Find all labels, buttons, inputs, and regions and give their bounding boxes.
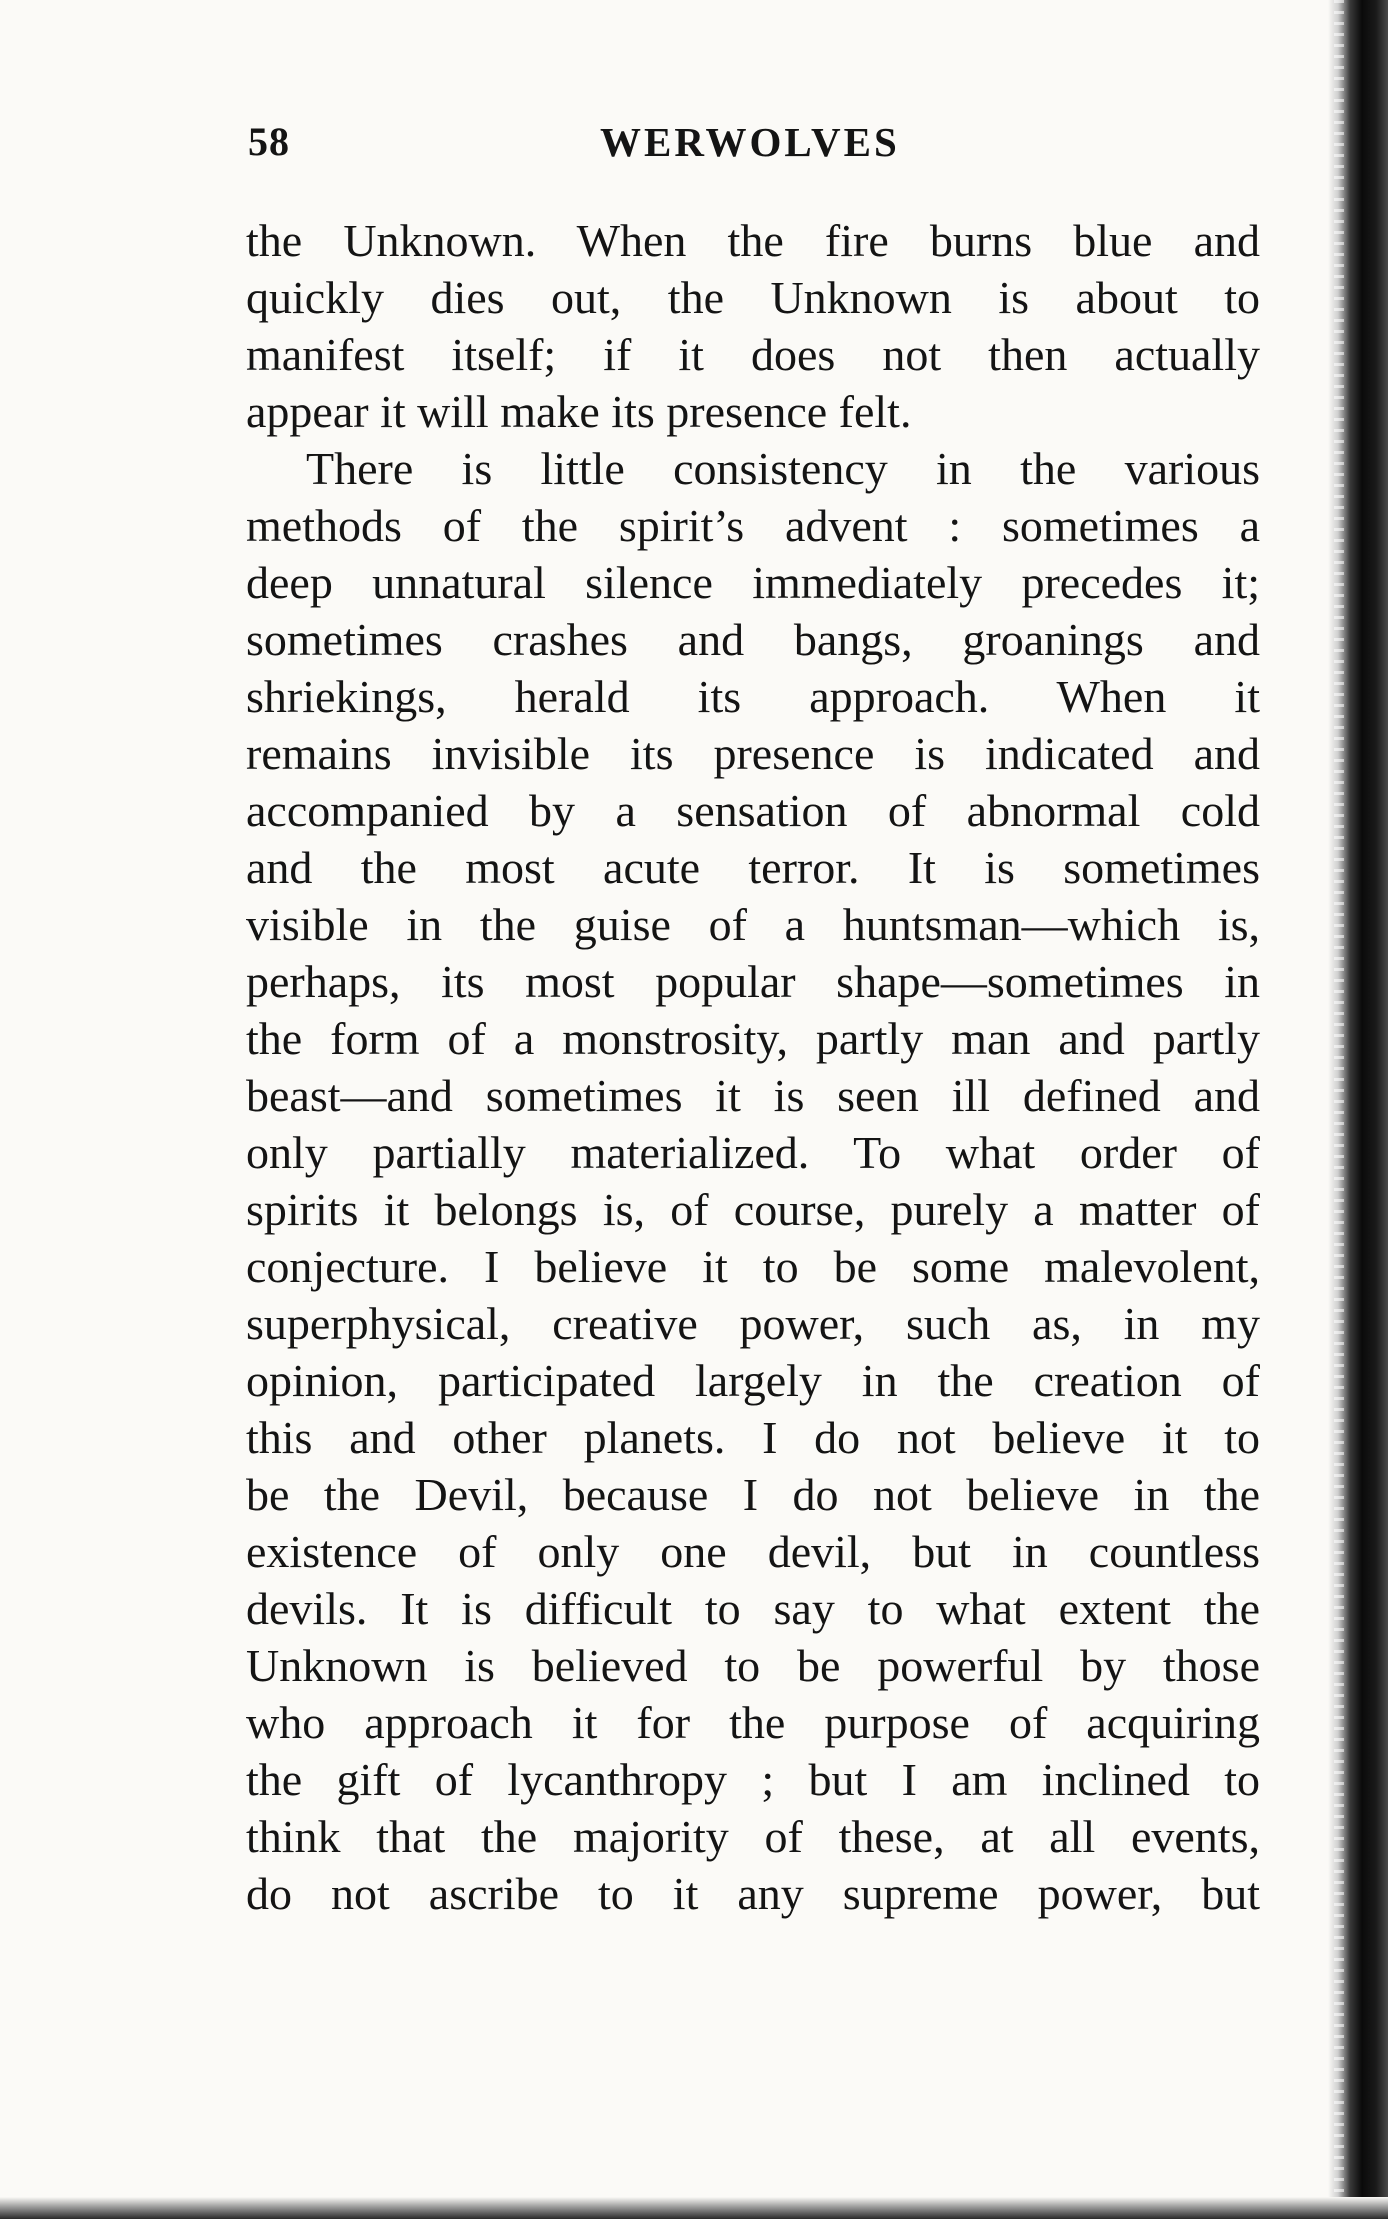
text-line: accompanied by a sensation of abnormal cold — [246, 785, 1260, 836]
paragraph-start-line: There is little consistency in the various — [306, 443, 1260, 494]
text-line: opinion, participated largely in the creation of — [246, 1355, 1260, 1406]
text-line: the Unknown. When the fire burns blue and — [246, 215, 1260, 266]
text-line: existence of only one devil, but in countless — [246, 1526, 1260, 1577]
text-line: the gift of lycanthropy ; but I am inclined to — [246, 1754, 1260, 1805]
scanned-edge-texture — [1334, 0, 1344, 2219]
text-line: appear it will make its presence felt. — [246, 386, 912, 437]
text-line: the form of a monstrosity, partly man and partly — [246, 1013, 1260, 1064]
text-line: spirits it belongs is, of course, purely a matter of — [246, 1184, 1260, 1235]
text-line: methods of the spirit’s advent : sometimes a — [246, 500, 1260, 551]
text-line: shriekings, herald its approach. When it — [246, 671, 1260, 722]
body-text — [246, 212, 1260, 1922]
scanned-bottom-edge — [0, 2197, 1388, 2219]
running-title: WERWOLVES — [600, 119, 900, 165]
text-line: beast—and sometimes it is seen ill defined and — [246, 1070, 1260, 1121]
text-line: perhaps, its most popular shape—sometimes in — [246, 956, 1260, 1007]
text-line: and the most acute terror. It is sometimes — [246, 842, 1260, 893]
text-line: who approach it for the purpose of acquiring — [246, 1697, 1260, 1748]
page-number: 58 — [248, 119, 290, 164]
text-line: devils. It is difficult to say to what extent the — [246, 1583, 1260, 1634]
text-line: this and other planets. I do not believe it to — [246, 1412, 1260, 1463]
text-line: remains invisible its presence is indicated and — [246, 728, 1260, 779]
text-line: visible in the guise of a huntsman—which is, — [246, 899, 1260, 950]
text-line: quickly dies out, the Unknown is about to — [246, 272, 1260, 323]
text-line: sometimes crashes and bangs, groanings and — [246, 614, 1260, 665]
text-line: do not ascribe to it any supreme power, but — [246, 1868, 1260, 1919]
text-line: be the Devil, because I do not believe in the — [246, 1469, 1260, 1520]
text-line: deep unnatural silence immediately precedes it; — [246, 557, 1260, 608]
text-line: Unknown is believed to be powerful by those — [246, 1640, 1260, 1691]
text-line: conjecture. I believe it to be some malevolent, — [246, 1241, 1260, 1292]
text-line: manifest itself; if it does not then actually — [246, 329, 1260, 380]
text-line: only partially materialized. To what order of — [246, 1127, 1260, 1178]
text-line: think that the majority of these, at all events, — [246, 1811, 1260, 1862]
text-line: superphysical, creative power, such as, in my — [246, 1298, 1260, 1349]
